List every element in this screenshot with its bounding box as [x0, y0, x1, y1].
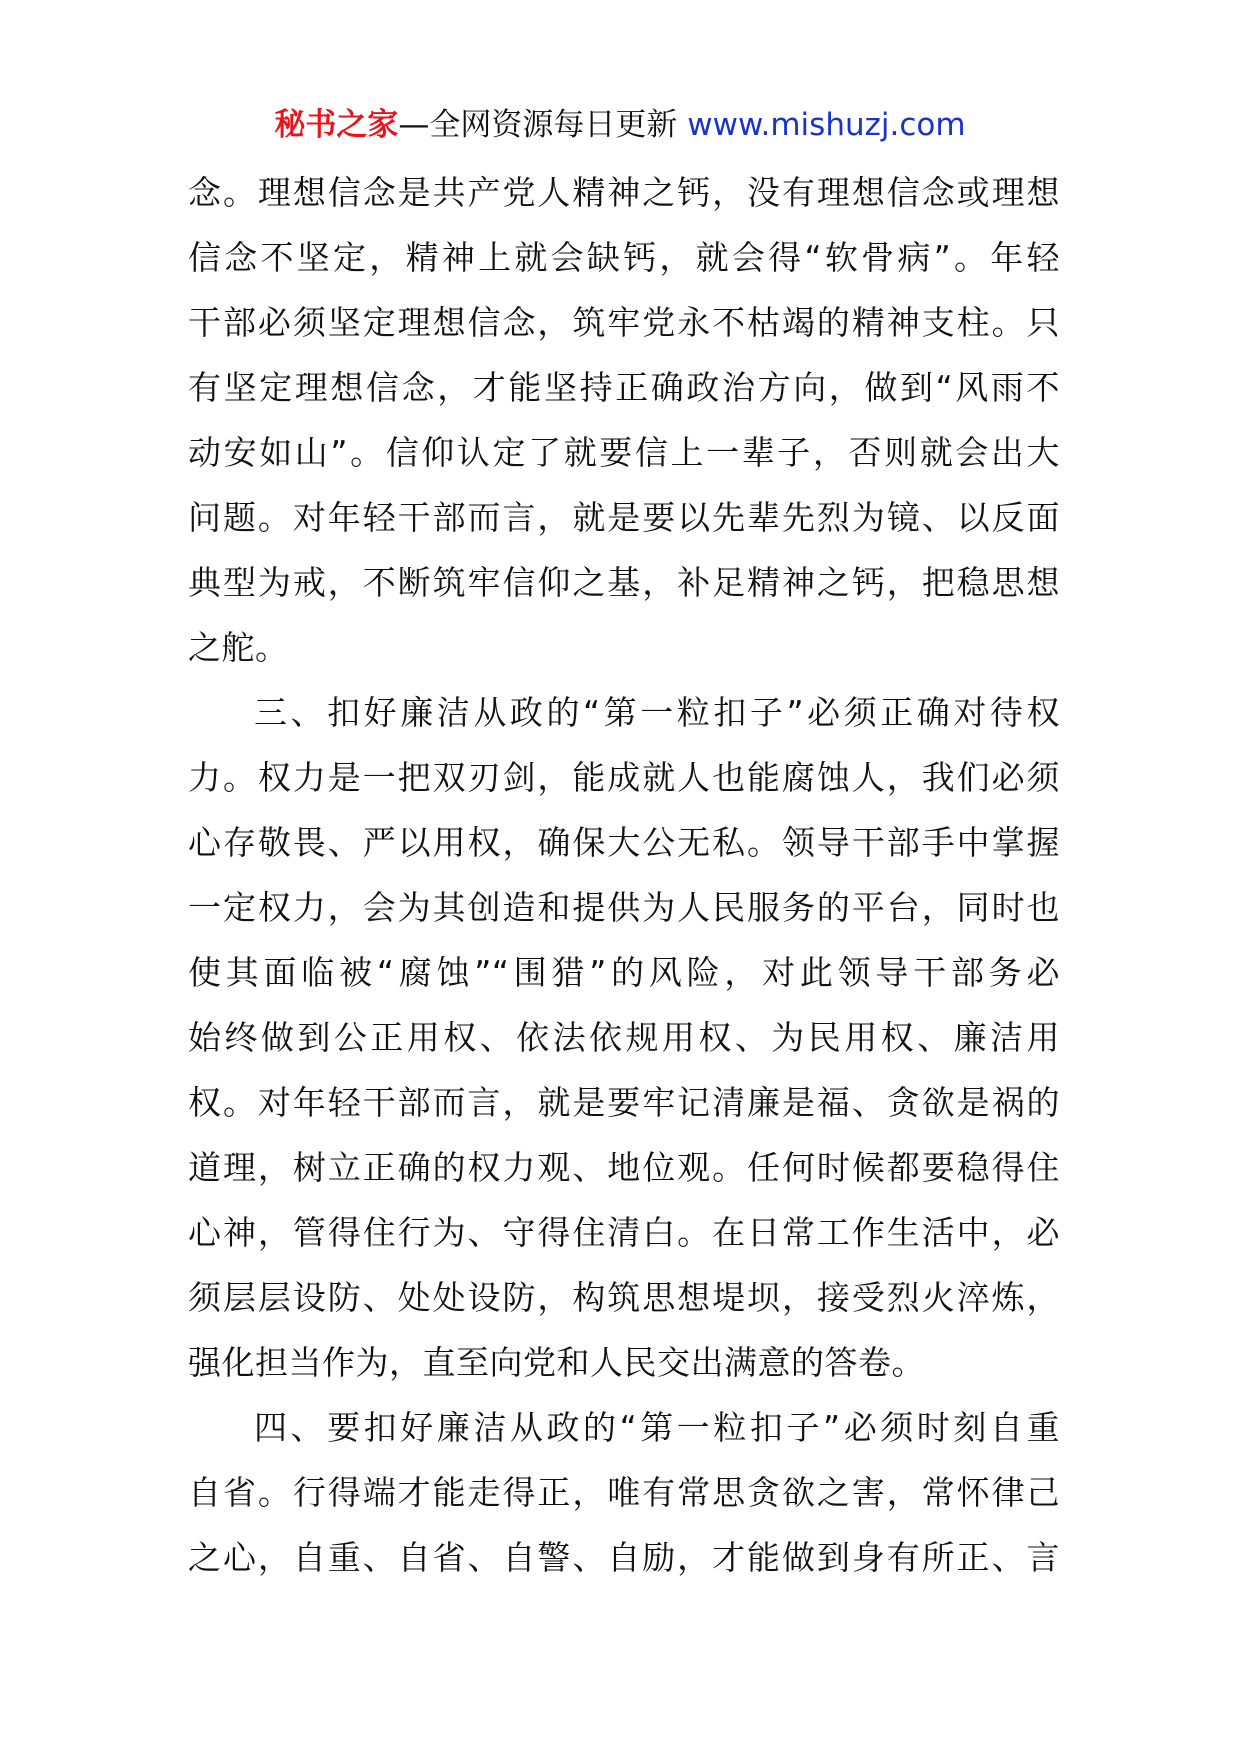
text-line: 动安如山”。信仰认定了就要信上一辈子，否则就会出大: [188, 433, 1060, 472]
text-line: 自省。行得端才能走得正，唯有常思贪欲之害，常怀律己: [188, 1473, 1060, 1512]
text-line: 始终做到公正用权、依法依规用权、为民用权、廉洁用: [188, 1018, 1060, 1057]
text-line: 念。理想信念是共产党人精神之钙，没有理想信念或理想: [188, 173, 1060, 212]
text-line: 使其面临被“腐蚀”“围猎”的风险，对此领导干部务必: [188, 953, 1060, 992]
text-line: 四、要扣好廉洁从政的“第一粒扣子”必须时刻自重: [254, 1408, 1060, 1447]
document-body: [188, 160, 1060, 1590]
website-link[interactable]: www.mishuzj.com: [687, 107, 966, 143]
text-line: 信念不坚定，精神上就会缺钙，就会得“软骨病”。年轻: [188, 238, 1060, 277]
page-header: [0, 103, 1240, 147]
text-line: 心神，管得住行为、守得住清白。在日常工作生活中，必: [188, 1213, 1060, 1252]
text-line: 心存敬畏、严以用权，确保大公无私。领导干部手中掌握: [188, 823, 1060, 862]
brand-name: 秘书之家: [274, 107, 399, 143]
text-line: 权。对年轻干部而言，就是要牢记清廉是福、贪欲是祸的: [188, 1083, 1060, 1122]
text-line: 之舵。: [188, 628, 289, 667]
text-line: 典型为戒，不断筑牢信仰之基，补足精神之钙，把稳思想: [188, 563, 1060, 602]
text-line: 力。权力是一把双刃剑，能成就人也能腐蚀人，我们必须: [188, 758, 1060, 797]
text-line: 干部必须坚定理想信念，筑牢党永不枯竭的精神支柱。只: [188, 303, 1060, 342]
text-line: 强化担当作为，直至向党和人民交出满意的答卷。: [188, 1343, 925, 1382]
text-line: 有坚定理想信念，才能坚持正确政治方向，做到“风雨不: [188, 368, 1060, 407]
text-line: 三、扣好廉洁从政的“第一粒扣子”必须正确对待权: [254, 693, 1060, 732]
text-line: 须层层设防、处处设防，构筑思想堤坝，接受烈火淬炼，: [188, 1278, 1060, 1317]
text-line: 之心，自重、自省、自警、自励，才能做到身有所正、言: [188, 1538, 1060, 1577]
text-line: 道理，树立正确的权力观、地位观。任何时候都要稳得住: [188, 1148, 1060, 1187]
text-line: 问题。对年轻干部而言，就是要以先辈先烈为镜、以反面: [188, 498, 1060, 537]
text-line: 一定权力，会为其创造和提供为人民服务的平台，同时也: [188, 888, 1060, 927]
header-slogan: —全网资源每日更新: [398, 107, 678, 143]
